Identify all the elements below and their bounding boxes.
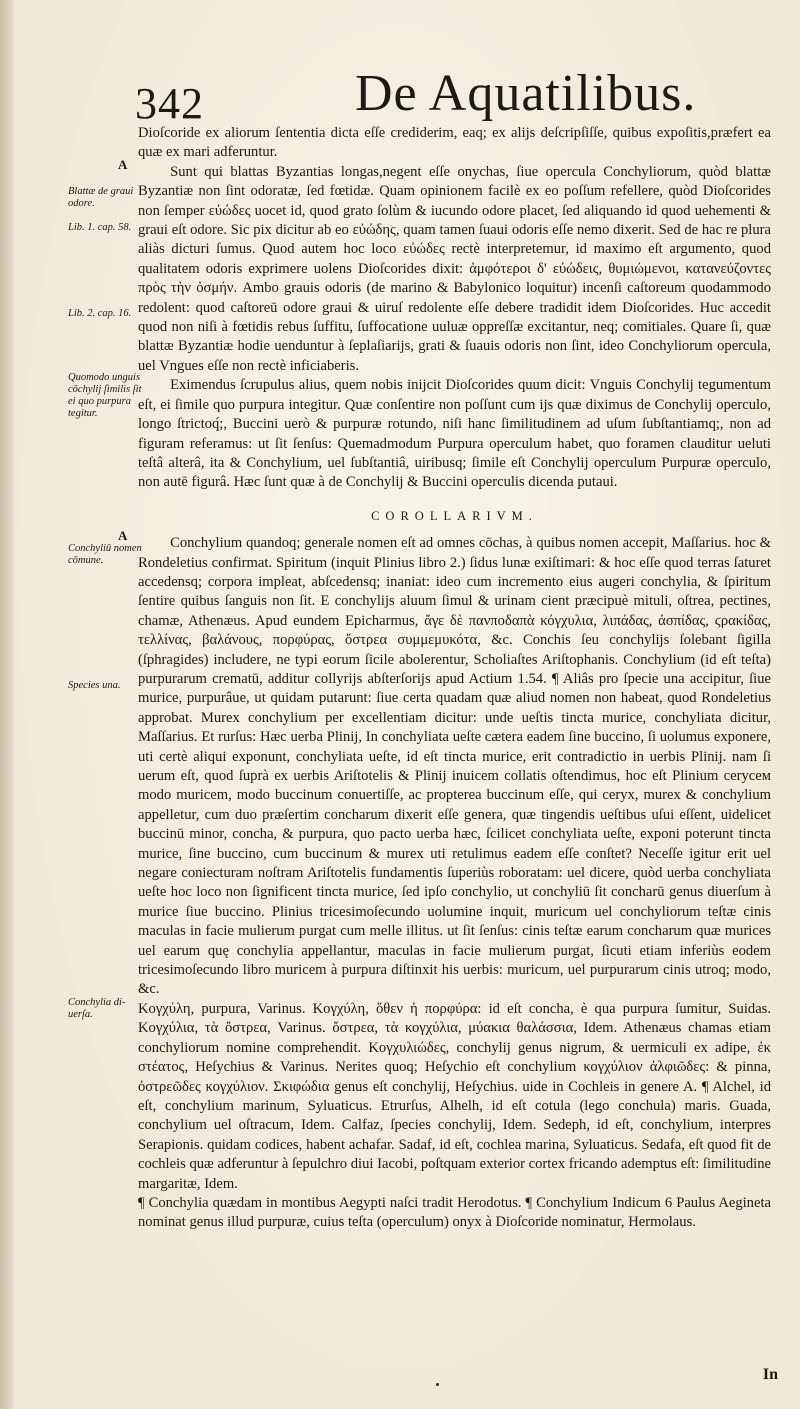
paragraph: Dioſcoride ex aliorum ſententia dicta eſſe crediderim, eaq; ex alijs deſcripſiſſe, quibus expoſitis,præfert ea quæ ex mari adferuntur.	[138, 125, 771, 161]
margin-note: Blattæ de graui odore.	[68, 186, 134, 209]
catchword: In	[762, 1366, 778, 1383]
margin-note: Conchyliū nomen cōmune.	[68, 543, 142, 566]
section-letter-a: A	[118, 157, 128, 172]
paragraph: ¶ Conchylia quædam in montibus Aegypti naſci tradit Herodotus. ¶ Conchylium Indicum 6 Paulus Aegineta nominat genus illud purpuræ, cuius teſta (operculum) onyx à Dioſcoride nominatur, Hermolaus.	[138, 1194, 771, 1231]
margin-note: Lib. 1. cap. 58.	[68, 222, 132, 233]
binding-gutter	[0, 0, 14, 1409]
margin-note: Lib. 2. cap. 16.	[68, 308, 132, 319]
paragraph: Sunt qui blattas Byzantias longas,negent eſſe onychas, ſiue opercula Conchyliorum, quòd blattæ Byzantiæ non ſint odoratæ, ſed fœtidæ. Quam opinionem facilè ex eo poſſum refellere, quòd Dioſcorides non ſemper εὐώδες uocet id, quod grato ſolùm & iucundo odore placet, ſed aliquando id quod uehementi & graui eſt odore. Sic pix dicitur ab eo εὐώδης, quam tamen ſuaui odoris eſſe nemo dixerit. Sed de hac re plura aliàs dicturi ſumus. Quod autem hoc loco εὐώδες rectè interpretemur, id maximo eſt argumento, quod qualitatem odoris exprimere uolens Dioſcorides dixit: ἀμφότεροι δ' εὐώδεις, θυμιώμενοι, κατανεύζοντες πρὸς τὴν ὀσμήν. Ambo grauis odoris (de marino & Babylonico loquitur) incenſi caſtoreum quodammodo redolent: quod caſtoreū odore graui & uiruſ redolente eſſe debere tradidit idem Dioſcorides. Huc accedit quod non niſi à fœtidis rebus ſuffitu, ſuffocatione uuluæ oppreſſæ excitantur, neq; comitiales. Quare ſi, quæ blattæ Byzantiæ hodie uenduntur à ſeplaſiarijs, grati & ſuauis odoris non ſint, ideo Conchyliorum opercula, uel Vngues eſſe non rectè inficiaberis.	[138, 163, 771, 374]
margin-note: Species una.	[68, 680, 121, 691]
main-text	[138, 124, 771, 1233]
paragraph: Eximendus ſcrupulus alius, quem nobis inijcit Dioſcorides quum dicit: Vnguis Conchylij tegumentum eſt, ei ſimile quo purpura integitur. Quæ conſentire non poſſunt cum ijs quæ diximus de Conchylij operculo, longo ſtrictoq́;, Buccini uerò & purpuræ rotundo, niſi hanc ſimilitudinem ad uſum ſubſtantiamq;, non ad figuram referamus: ut ſit ſenſus: Quemadmodum Purpura operculum habet, quo foramen clauditur ueluti teſtâ alterâ, ita & Conchylium, uel ſubſtantiâ, uiribusq; ſimile eſt Conchylij operculum Purpuræ operculo, non autē figurâ. Hæc ſunt quæ à de Conchylij & Buccini operculis dicenda putaui.	[138, 377, 771, 491]
page-number: 342	[135, 79, 204, 128]
running-head	[135, 64, 775, 128]
margin-note: Quomodo unguis cōchylij ſimilis ſit ei quo purpura tegitur.	[68, 372, 142, 419]
paragraph: Conchylium quandoq; generale nomen eſt ad omnes cōchas, à quibus nomen accepit, Maſſarius. hoc & Rondeletius confirmat. Spiritum (inquit Plinius libro 2.) ſidus lunæ exiſtimari: & hoc eſſe quod terras ſaturet accedensq; corpora impleat, abſcedensq; inaniat: ideo cum incremento eius augeri conchylia, & ſpiritum ſentire quibus ſanguis non ſit. E conchylijs aluum ſimul & urinam cient præcipuè mituli, oſtrea, pectines, chamæ, Athenæus. Apud eundem Epicharmus, ἄγε δὲ πανποδαπὰ κόγχυλια, λιπάδας, ἀσπίδας, ϛρακίδας, τελλίνας, βαλάνους, πορφύρας, ὄστρεα συμμεμυκότα, &c. Conchis ſeu conchylijs ſolebant ſigilla (ſphragides) includere, ne typi eorum ſicile abolerentur, Scholiaſtes Ariſtophanis. Conchylium (id eſt teſta) purpurarum crematū, additur collyrijs abſterſorijs apud Actium 1.54. ¶ Aliâs pro ſpecie una accipitur, ſiue murice, purpurâue, ut quidam putarunt: ſiue certa quadam quæ aliud nomen non habeat, quod Rondeletius approbat. Murex conchylium per excellentiam dicitur: unde ueſtis tincta murice, conchyliata dicitur, Maſſarius. Et rurſus: Hæc uerba Plinij, In conchyliata ueſte cætera eadem ſine buccino, ſi uolumus exponere, uti certè aliqui exponunt, conchyliata ueſte, id eſt tincta murice, erit contradictio in uerbis Plinij. nam ſi uerum eſt, quod ſuprà ex uerbis Ariſtotelis & Plinij inuicem collatis oſtendimus, hoc eſt Plinium ceryceм modo muricem, modo buccinum conuertiſſe, ac propterea buccinum eſſe, qui ceryx, murex & conchylium appelletur, cum duo præſertim concharum dixerit eſſe genera, quæ tingendis ueſtibus uſui eſſent, uidelicet buccinū minor, concha, & purpura, quo pacto uerba hæc, ſcilicet conchyliata ueſte, exponi poterunt tincta murice, ſine buccino, cum buccinum & murex uti retulimus eadem eſſe conſtet? Neceſſe igitur erit uel negare coniecturam noſtram Ariſtotelis fundamentis ſuperiùs roboratam: uel dicere, quòd uerba conchyliata ueſte hoc loco non ſignificent tincta murice, ſed ipſo conchylio, ut conchyliū ſit concharū genus diuerſum à murice ſiue buccino. Plinius tricesimoſecundo uolumine inquit, muricum uel conchyliorum teſtæ cinis maculas in facie mulierum purgat cum melle illitus. ut ſit ſenſus: cinis teſtæ earum concharum quæ murices uel earum quę conchylia appellantur, maculas in facie mulierum purgat, ſicuti etiam inferiùs eodem tricesimoſecundo libro muricem à purpura diſtinxit his uerbis: muricum, uel purpurarum cinis utroq; modo, &c.	[138, 535, 771, 998]
section-heading: COROLLARIVM.	[371, 508, 538, 523]
margin-note: Conchylia diuerſa.	[68, 997, 126, 1020]
paragraph: Κογχύλη, purpura, Varinus. Κογχύλη, ὅθεν ἡ πορφύρα: id eſt concha, è qua purpura ſumitur, Suidas. Κογχύλια, τὰ ὄστρεα, Varinus. ὄστρεα, τὰ κογχύλια, μύακια θαλάσσια, Idem. Athenæus chamas etiam conchyliorum nomine comprehendit. Κογχυλιώδες, conchylij genus nigrum, & uermiculi ex adipe, ἐκ στέατος, Heſychius & Varinus. Nerites quoq; Heſychio eſt conchylium κογχύλιον ἀλφιῶδες: & pinna, ὀστρεῶδες κογχύλιον. Σκιφώδια genus eſt conchylij, Heſychius. uide in Cochleis in genere A. ¶ Alchel, id eſt, conchylium marinum, Syluaticus. Etrurſus, Alhelh, id eſt cotula (lego conchula) maris. Guada, conchylium uel oſtracum, Idem. Calfaz, ſpecies conchylij, Idem. Sedeph, id eſt, conchylium, interpres Serapionis. quidam codices, habent achafar. Sadaf, id eſt, cochlea marina, Syluaticus. Sedafa, eſt quod fit de cochleis quæ adferuntur à ſepulchro diui Iacobi, poſtquam exterior cortex fricando ademptus eſt: ſimilitudine margaritæ, Idem.	[138, 1000, 772, 1192]
section-letter-a-corollarium: A	[118, 528, 128, 543]
ink-dot	[436, 1383, 439, 1386]
page-title: De Aquatilibus.	[355, 65, 697, 122]
